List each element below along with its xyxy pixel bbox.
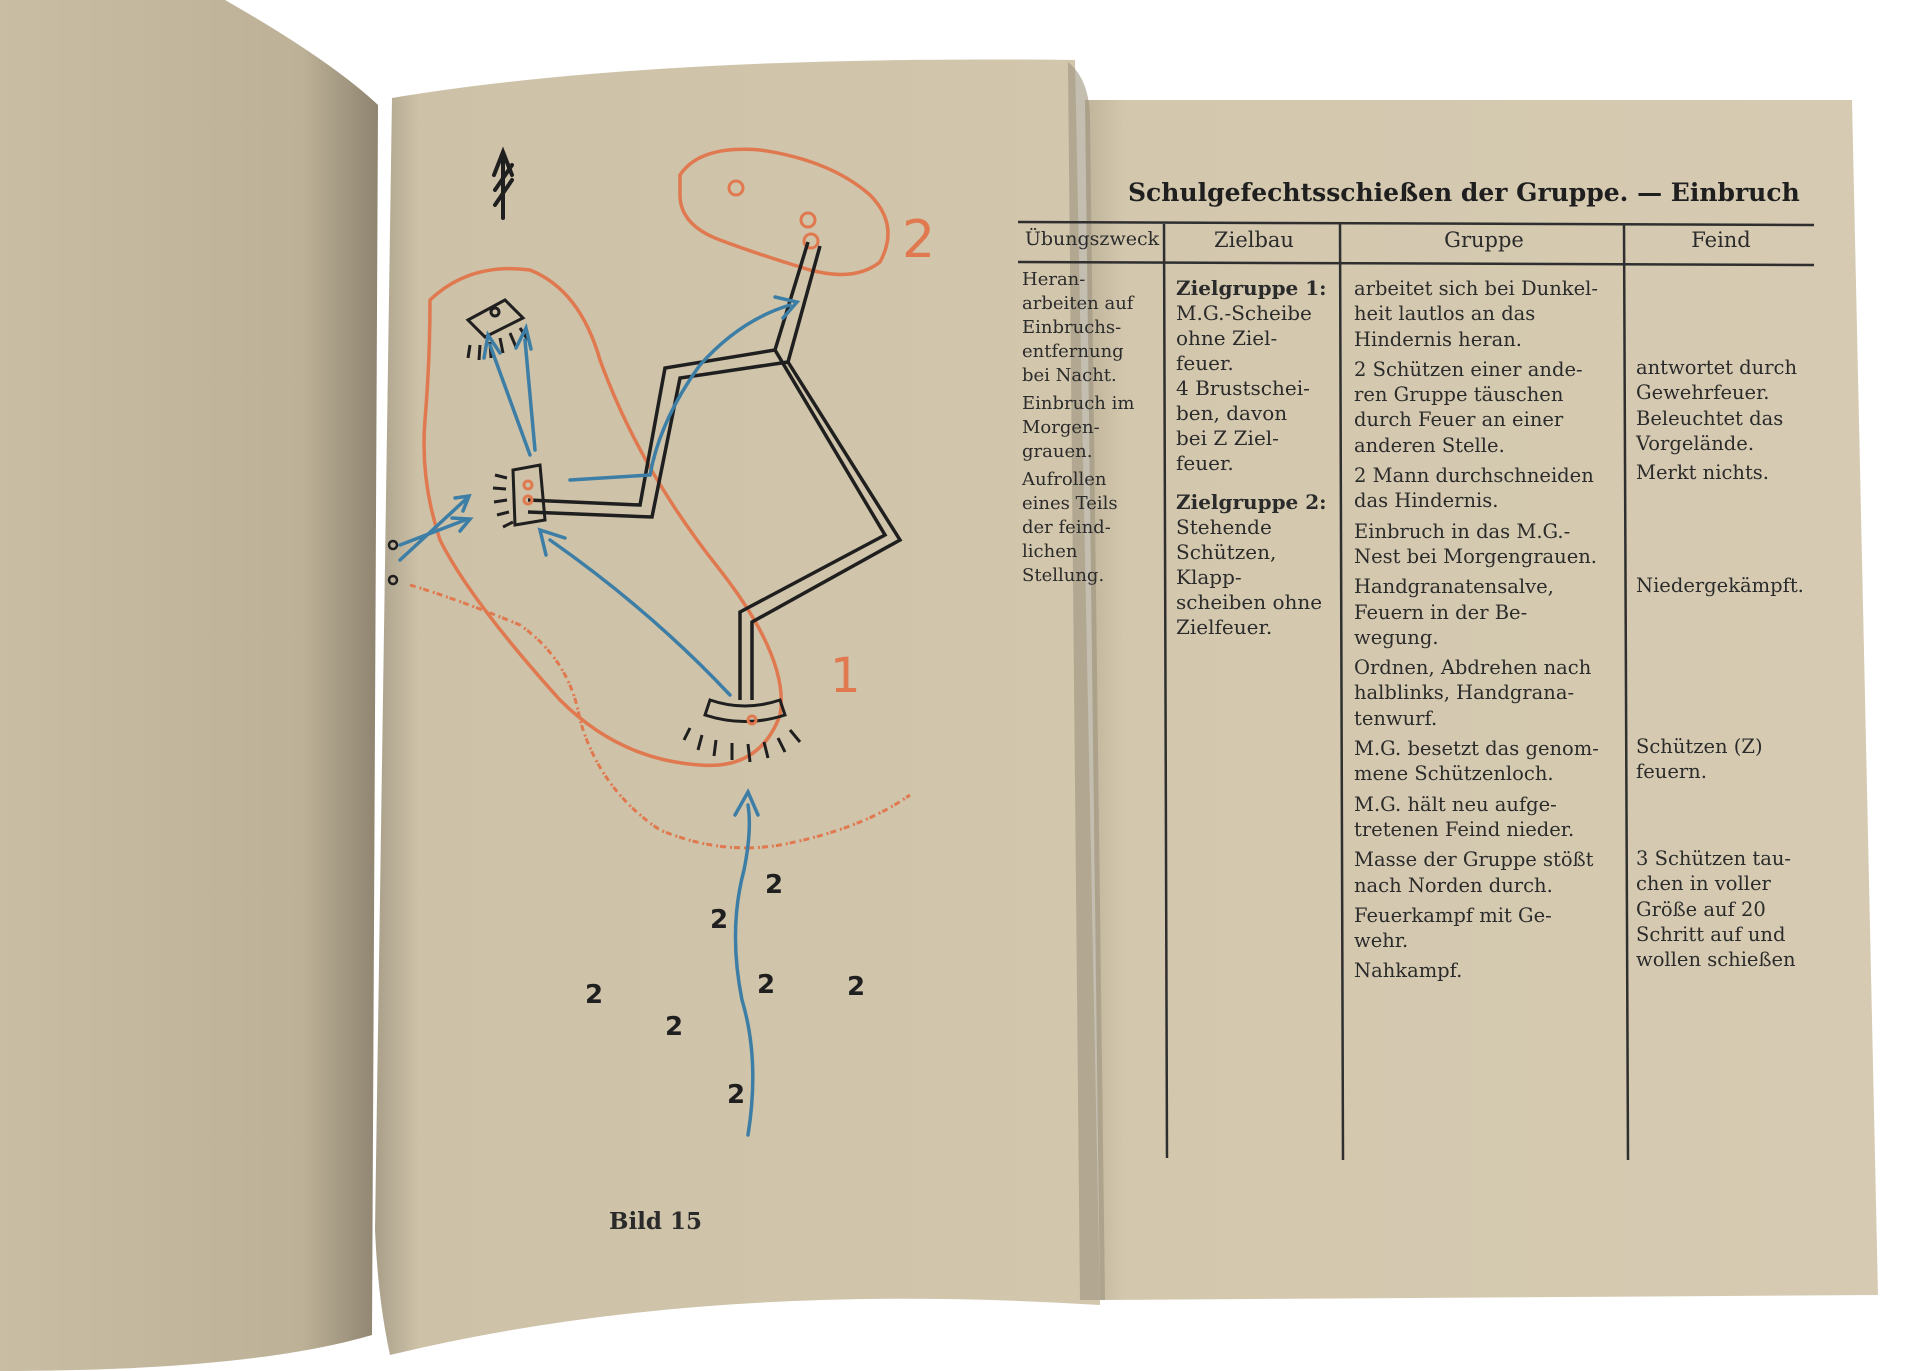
gruppe-line: halblinks, Handgrana-	[1354, 681, 1575, 705]
feind-entry	[1636, 573, 1804, 598]
squad-member-mark: 2	[585, 980, 604, 1010]
zielbau-line: feuer.	[1176, 351, 1234, 375]
zielbau-line: bei Z Ziel-	[1176, 426, 1279, 450]
gruppe-line: Feuern in der Be-	[1354, 600, 1528, 624]
feind-line: 3 Schützen tau-	[1636, 847, 1792, 870]
gruppe-line: tenwurf.	[1354, 706, 1438, 730]
gruppe-entry	[1354, 655, 1622, 731]
feind-entry	[1636, 460, 1769, 485]
gruppe-entry	[1354, 519, 1622, 570]
feind-line: Schritt auf und	[1636, 922, 1786, 946]
squad-member-mark: 2	[847, 972, 866, 1002]
zielbau-line: ben, davon	[1176, 401, 1288, 425]
gruppe-line: wehr.	[1354, 929, 1409, 953]
zielgruppe-1-title: Zielgruppe 1:	[1176, 276, 1327, 300]
zielbau-line: 4 Brustschei-	[1176, 376, 1310, 400]
feind-line: wollen schießen	[1636, 948, 1796, 972]
gruppe-entry	[1354, 574, 1622, 650]
feind-line: Größe auf 20	[1636, 897, 1766, 921]
gruppe-line: Ordnen, Abdrehen nach	[1354, 656, 1592, 680]
zielbau-line: Zielfeuer.	[1176, 615, 1273, 639]
gruppe-line: Handgranatensalve,	[1354, 575, 1554, 599]
column-uebungszweck	[1022, 268, 1142, 588]
feind-line: Schützen (Z)	[1636, 735, 1763, 758]
gruppe-line: Hindernis heran.	[1354, 327, 1522, 351]
purpose-line: grauen.	[1022, 441, 1093, 462]
gruppe-entry	[1354, 958, 1622, 983]
target-group-2-label: 2	[902, 210, 936, 270]
purpose-line: entfernung	[1022, 341, 1124, 362]
zielbau-line: Stehende	[1176, 515, 1272, 539]
feind-line: Merkt nichts.	[1636, 461, 1769, 484]
gruppe-entry	[1354, 847, 1622, 898]
gruppe-line: Einbruch in das M.G.-	[1354, 519, 1571, 543]
purpose-line: bei Nacht.	[1022, 365, 1117, 386]
zielbau-line: ohne Ziel-	[1176, 326, 1278, 350]
gruppe-line: wegung.	[1354, 625, 1439, 649]
gruppe-entry	[1354, 276, 1622, 352]
squad-member-mark: 2	[765, 870, 784, 900]
purpose-line: Heran-	[1022, 269, 1086, 290]
gruppe-line: Nahkampf.	[1354, 959, 1463, 983]
gruppe-line: Masse der Gruppe stößt	[1354, 848, 1594, 872]
purpose-line: Einbruchs-	[1022, 317, 1122, 338]
gruppe-entry	[1354, 463, 1622, 514]
gruppe-line: das Hindernis.	[1354, 489, 1499, 513]
squad-member-mark: 2	[727, 1080, 746, 1110]
zielbau-line: M.G.-Scheibe	[1176, 301, 1312, 325]
gruppe-line: M.G. besetzt das genom-	[1354, 737, 1599, 761]
figure-caption: Bild 15	[609, 1208, 703, 1235]
feind-line: antwortet durch	[1636, 356, 1798, 379]
page-title: Schulgefechtsschießen der Gruppe. — Einbruch	[1128, 178, 1800, 207]
purpose-line: eines Teils	[1022, 493, 1118, 514]
header-uebungszweck: Übungszweck	[1024, 228, 1160, 250]
gruppe-line: 2 Mann durchschneiden	[1354, 464, 1594, 488]
purpose-line: Stellung.	[1022, 565, 1105, 586]
gruppe-line: nach Norden durch.	[1354, 873, 1553, 897]
gruppe-line: durch Feuer an einer	[1354, 408, 1564, 432]
feind-entry	[1636, 846, 1796, 972]
gruppe-entry	[1354, 736, 1622, 787]
purpose-line: der feind-	[1022, 517, 1111, 538]
feind-entry	[1636, 355, 1797, 456]
purpose-line: lichen	[1022, 541, 1078, 562]
gruppe-entry	[1354, 357, 1622, 458]
gruppe-line: Nest bei Morgengrauen.	[1354, 544, 1597, 568]
gruppe-line: Feuerkampf mit Ge-	[1354, 903, 1552, 927]
purpose-line: Aufrollen	[1022, 469, 1107, 490]
purpose-line: Morgen-	[1022, 417, 1100, 438]
gruppe-line: arbeitet sich bei Dunkel-	[1354, 277, 1598, 300]
feind-line: Niedergekämpft.	[1636, 574, 1804, 597]
squad-member-mark: 2	[665, 1012, 684, 1042]
gruppe-line: anderen Stelle.	[1354, 433, 1505, 457]
header-gruppe: Gruppe	[1444, 228, 1524, 252]
gruppe-entry	[1354, 903, 1622, 954]
purpose-line: Einbruch im	[1022, 393, 1135, 414]
header-feind: Feind	[1691, 228, 1751, 252]
zielbau-line: Schützen,	[1176, 540, 1277, 564]
gruppe-line: ren Gruppe täuschen	[1354, 383, 1564, 407]
zielbau-line: Klapp-	[1176, 565, 1242, 589]
feind-line: Gewehrfeuer.	[1636, 381, 1770, 405]
gruppe-line: M.G. hält neu aufge-	[1354, 792, 1557, 816]
gruppe-line: 2 Schützen einer ande-	[1354, 357, 1583, 381]
feind-line: Beleuchtet das	[1636, 406, 1784, 430]
column-zielbau	[1176, 276, 1341, 640]
feind-line: feuern.	[1636, 760, 1707, 784]
feind-line: chen in voller	[1636, 872, 1771, 896]
gruppe-line: tretenen Feind nieder.	[1354, 817, 1575, 841]
gruppe-line: heit lautlos an das	[1354, 302, 1536, 326]
feind-entry	[1636, 734, 1763, 785]
zielgruppe-2-title: Zielgruppe 2:	[1176, 490, 1327, 514]
squad-member-mark: 2	[757, 970, 776, 1000]
zielbau-line: feuer.	[1176, 451, 1234, 475]
squad-member-mark: 2	[710, 905, 729, 935]
feind-line: Vorgelände.	[1636, 431, 1755, 455]
target-group-1-label: 1	[830, 648, 861, 704]
column-gruppe	[1354, 276, 1622, 989]
header-zielbau: Zielbau	[1214, 228, 1294, 252]
gruppe-entry	[1354, 792, 1622, 843]
gruppe-line: mene Schützenloch.	[1354, 762, 1554, 786]
purpose-line: arbeiten auf	[1022, 293, 1134, 314]
zielbau-line: scheiben ohne	[1176, 590, 1323, 614]
